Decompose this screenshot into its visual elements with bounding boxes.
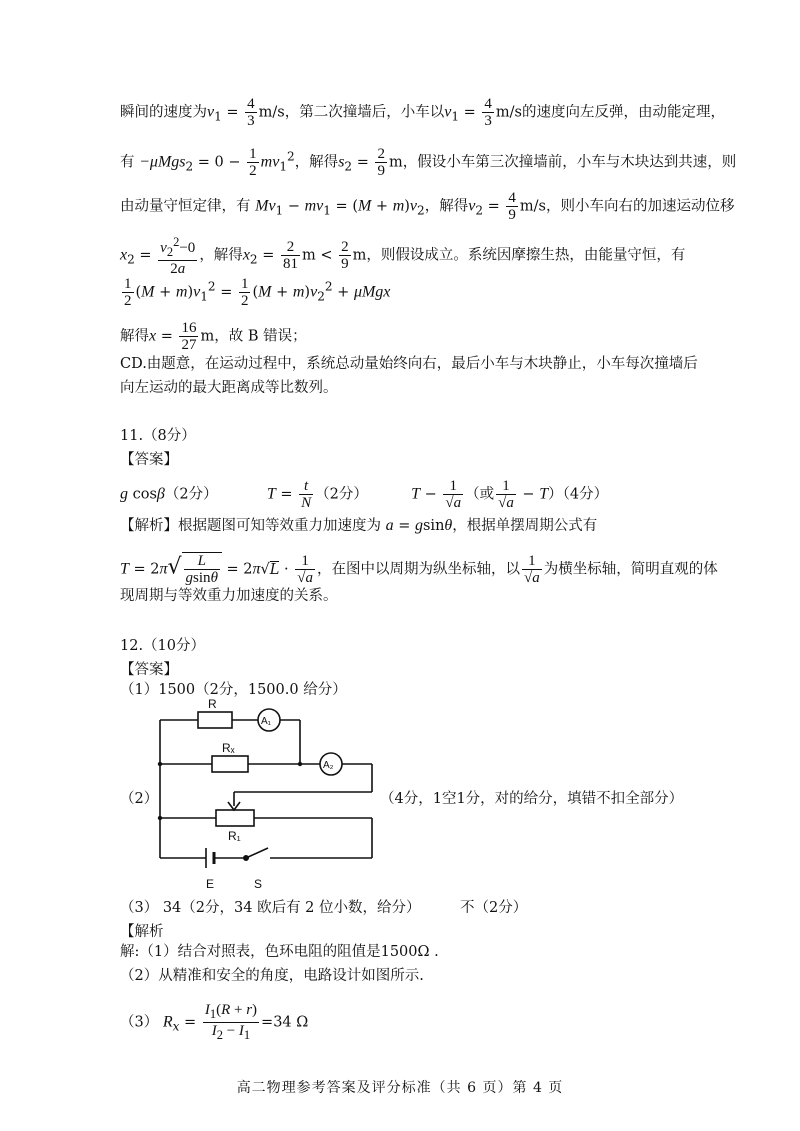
text: ，故 B 错误； bbox=[214, 328, 307, 345]
text: ，解得 bbox=[199, 247, 243, 264]
explanation-label: 【解析 bbox=[120, 924, 164, 940]
q12-header: 12.（10分） bbox=[120, 638, 206, 654]
answer-3-b: 不（2分） bbox=[460, 900, 528, 916]
explanation-1: 解:（1）结合对照表，色环电阻的阻值是1500Ω . bbox=[120, 944, 439, 960]
text: ，解得 bbox=[424, 198, 469, 215]
points: ）（4分） bbox=[548, 486, 609, 503]
answer-2-label: （2） bbox=[120, 791, 159, 807]
text: （或 bbox=[465, 486, 495, 503]
text: ，则小车向右的加速运动位移 bbox=[545, 198, 735, 215]
text-line: 现周期与等效重力加速度的关系。 bbox=[120, 588, 338, 604]
points: （2分） bbox=[164, 486, 218, 503]
text: 由动量守恒定律，有 bbox=[120, 198, 251, 215]
explanation-line: 【解析】根据题图可知等效重力加速度为 a = gsinθ，根据单摆周期公式有 bbox=[120, 517, 598, 534]
label-a2: A₂ bbox=[323, 760, 334, 771]
text: 有 bbox=[120, 154, 135, 171]
text: ，在图中以周期为纵坐标轴，以 bbox=[317, 561, 520, 578]
text-line: $x_2$ = $\frac{v_2^2-0}{2a}$ ，解得$x_2$ = $\frac{2}{81}$ m < $\frac{2}{9}$ m，则假设成立。系统因摩擦生热，由能量守恒，有 bbox=[120, 235, 686, 277]
text-line: 瞬间的速度为$v_1$ = $\frac{4}{3}$ m/s，第二次撞墙后，小车以$v_1$ = $\frac{4}{3}$ m/s的速度向左反弹，由动能定理， bbox=[120, 96, 725, 129]
text: 为横坐标轴，简明直观的体 bbox=[543, 561, 718, 578]
text-line: 由动量守恒定律，有 $Mv_1 - mv_1 = (M + m)v_2$，解得$v_2$ = $\frac{4}{9}$ m/s，则小车向右的加速运动位移 bbox=[120, 190, 735, 223]
text: 解得 bbox=[120, 328, 149, 345]
text: ，则假设成立。系统因摩擦生热，由能量守恒，有 bbox=[366, 247, 686, 264]
text: ，根据单摆周期公式有 bbox=[452, 518, 598, 534]
text-line: 解得x = $\frac{16}{27}$ m，故 B 错误； bbox=[120, 320, 307, 353]
label-a1: A₁ bbox=[261, 716, 272, 727]
page-footer: 高二物理参考答案及评分标准（共 6 页）第 4 页 bbox=[236, 1080, 564, 1096]
text: =34 Ω bbox=[261, 1014, 309, 1031]
text-line: 有 −μMgs$_2$ = 0 − $\frac{1}{2}$ $mv_1^2$，解得$s_2$ = $\frac{2}{9}$ m，假设小车第三次撞墙前，小车与木块达到共速，则 bbox=[120, 146, 737, 179]
points: （2分） bbox=[315, 486, 368, 503]
explanation-line: T = 2π√ $\frac{L}{gsin\theta}$ = 2π√L · $\frac{1}{√a}$ ，在图中以周期为纵坐标轴，以 $\frac{1}{√a}$ 为横坐标轴，简明直观的体 bbox=[120, 553, 718, 586]
label-r1: R₁ bbox=[228, 829, 241, 843]
circuit-diagram bbox=[150, 698, 380, 893]
label-e: E bbox=[206, 877, 215, 891]
text: ，假设小车第三次撞墙前，小车与木块达到共速，则 bbox=[402, 154, 737, 171]
text-line: 向左运动的最大距离成等比数列。 bbox=[120, 380, 338, 396]
explanation-2: （2）从精准和安全的角度，电路设计如图所示. bbox=[120, 968, 424, 984]
explanation-3: （3） $R_x$ = $\frac{I_1(R + r)}{I_2 - I_1}$ =34 Ω bbox=[120, 1002, 309, 1042]
text: 瞬间的速度为 bbox=[120, 104, 207, 121]
q11-header: 11.（8分） bbox=[120, 428, 196, 444]
text-line: CD.由题意，在运动过程中，系统总动量始终向右，最后小车与木块静止，小车每次撞墙后 bbox=[120, 356, 698, 372]
text: ，解得 bbox=[294, 154, 339, 171]
answer-line: g cosβ（2分） T = $\frac{t}{N}$ （2分） T − $\frac{1}{√a}$ （或 $\frac{1}{√a}$ − T）（4分） bbox=[120, 478, 609, 511]
answer-2-note: （4分，1空1分，对的给分，填错不扣全部分） bbox=[380, 791, 684, 807]
label-s: S bbox=[254, 877, 263, 891]
answer-1: （1）1500（2分，1500.0 给分） bbox=[120, 682, 347, 698]
text: 的速度向左反弹，由动能定理， bbox=[522, 104, 725, 121]
answer-label: 【答案】 bbox=[120, 452, 178, 468]
formula-line: $\frac{1}{2}$ $(M + m)v_1^2$ = $\frac{1}{2}$ $(M + m)v_2^2 + \mu Mgx$ bbox=[124, 276, 391, 309]
label-r: R bbox=[208, 698, 217, 711]
label-rx: Rₓ bbox=[222, 741, 235, 755]
answer-3: （3） 34（2分，34 欧后有 2 位小数，给分） bbox=[120, 900, 421, 916]
text: （3） bbox=[120, 1014, 159, 1031]
answer-label: 【答案】 bbox=[120, 662, 178, 678]
text: ，第二次撞墙后，小车以 bbox=[284, 104, 445, 121]
text: 【解析】根据题图可知等效重力加速度为 bbox=[120, 518, 381, 534]
